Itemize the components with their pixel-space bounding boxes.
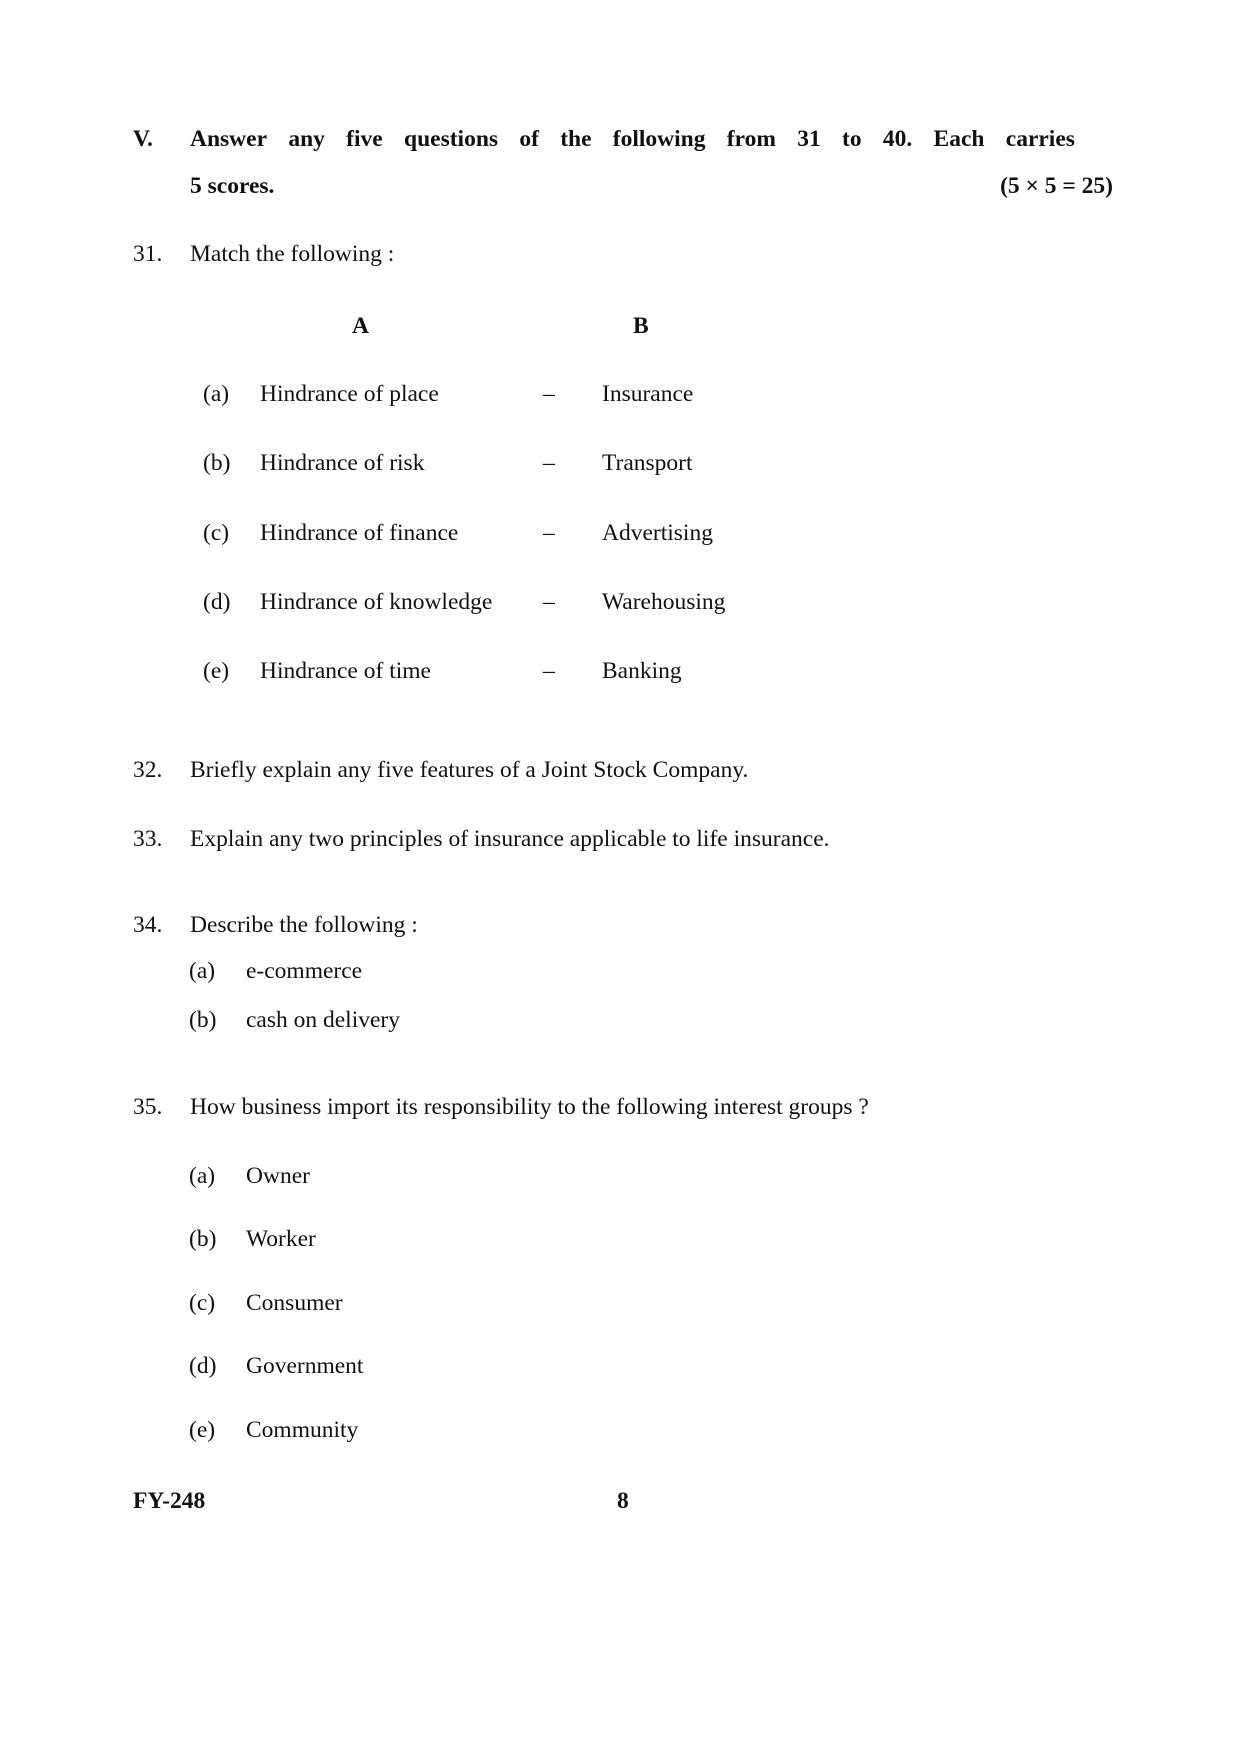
instruction-word: any — [288, 126, 325, 152]
sub-item-text: Worker — [246, 1226, 316, 1252]
paper-code: FY-248 — [133, 1488, 206, 1514]
question-text: How business import its responsibility to the following interest groups ? — [190, 1094, 869, 1120]
match-row-dash: – — [543, 589, 555, 615]
question-text: Describe the following : — [190, 912, 418, 938]
match-row-label: (e) — [203, 658, 230, 684]
instruction-word: of — [519, 126, 539, 152]
instruction-word: carries — [1005, 126, 1075, 152]
sub-item-text: Owner — [246, 1163, 310, 1189]
page-number: 8 — [617, 1488, 629, 1514]
match-row-dash: – — [543, 658, 555, 684]
match-column-b-heading: B — [633, 313, 649, 339]
sub-item-label: (b) — [189, 1007, 217, 1033]
match-row-left: Hindrance of time — [260, 658, 431, 684]
match-row-dash: – — [543, 450, 555, 476]
question-text: Explain any two principles of insurance applicable to life insurance. — [190, 826, 830, 852]
instruction-word: Each — [933, 126, 985, 152]
question-text: Match the following : — [190, 241, 395, 267]
section-instruction-line1 — [190, 125, 1075, 153]
instruction-word: from — [726, 126, 776, 152]
sub-item-label: (c) — [189, 1290, 216, 1316]
instruction-word: the — [560, 126, 592, 152]
instruction-word: 40. — [882, 126, 913, 152]
sub-item-text: Community — [246, 1417, 359, 1443]
sub-item-label: (d) — [189, 1353, 217, 1379]
section-number: V. — [133, 126, 153, 152]
match-row-right: Banking — [602, 658, 682, 684]
match-column-a-heading: A — [352, 313, 369, 339]
instruction-word: to — [842, 126, 862, 152]
sub-item-text: cash on delivery — [246, 1007, 401, 1033]
instruction-word: following — [612, 126, 706, 152]
sub-item-text: Consumer — [246, 1290, 343, 1316]
sub-item-text: e-commerce — [246, 958, 363, 984]
match-row-dash: – — [543, 520, 555, 546]
question-number: 32. — [133, 757, 163, 783]
section-instruction-line2: 5 scores. — [190, 173, 275, 199]
question-number: 34. — [133, 912, 163, 938]
match-row-label: (c) — [203, 520, 230, 546]
instruction-word: questions — [404, 126, 499, 152]
match-row-right: Advertising — [602, 520, 713, 546]
match-row-left: Hindrance of place — [260, 381, 439, 407]
instruction-word: five — [346, 126, 383, 152]
match-row-left: Hindrance of risk — [260, 450, 425, 476]
sub-item-text: Government — [246, 1353, 364, 1379]
instruction-word: Answer — [190, 126, 268, 152]
match-row-dash: – — [543, 381, 555, 407]
question-number: 33. — [133, 826, 163, 852]
question-number: 31. — [133, 241, 163, 267]
sub-item-label: (b) — [189, 1226, 217, 1252]
match-row-label: (d) — [203, 589, 231, 615]
match-row-label: (b) — [203, 450, 231, 476]
match-row-right: Insurance — [602, 381, 694, 407]
match-row-right: Transport — [602, 450, 693, 476]
match-row-label: (a) — [203, 381, 230, 407]
sub-item-label: (a) — [189, 1163, 216, 1189]
instruction-word: 31 — [797, 126, 821, 152]
sub-item-label: (a) — [189, 958, 216, 984]
sub-item-label: (e) — [189, 1417, 216, 1443]
section-marks: (5 × 5 = 25) — [1000, 173, 1113, 199]
question-number: 35. — [133, 1094, 163, 1120]
match-row-right: Warehousing — [602, 589, 726, 615]
match-row-left: Hindrance of knowledge — [260, 589, 493, 615]
question-text: Briefly explain any five features of a Joint Stock Company. — [190, 757, 749, 783]
match-row-left: Hindrance of finance — [260, 520, 459, 546]
